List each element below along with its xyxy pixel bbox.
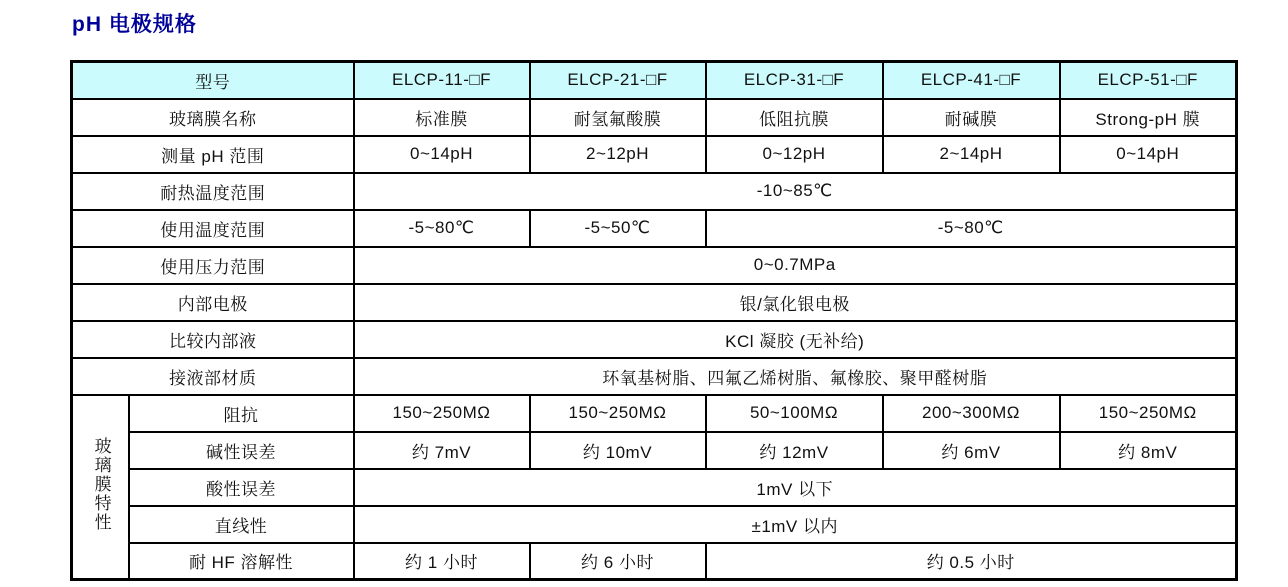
row-acid-error [72, 469, 1237, 506]
row-label-heat-temp-range: 耐热温度范围 [72, 173, 354, 210]
cell-impedance-5: 150~250MΩ [1060, 395, 1237, 432]
cell-hf-resistance-1: 约 1 小时 [354, 543, 530, 580]
cell-reference-solution: KCl 凝胶 (无补给) [354, 321, 1237, 358]
cell-alkali-error-2: 约 10mV [530, 432, 706, 469]
header-model-elcp11: ELCP-11-□F [354, 62, 530, 99]
cell-hf-resistance-2: 约 6 小时 [530, 543, 706, 580]
row-label-wetted-material: 接液部材质 [72, 358, 354, 395]
row-heat-temp-range [72, 173, 1237, 210]
row-label-pressure-range: 使用压力范围 [72, 247, 354, 284]
cell-ph-range-3: 0~12pH [706, 136, 883, 173]
cell-membrane-name-2: 耐氢氟酸膜 [530, 99, 706, 136]
cell-pressure-range: 0~0.7MPa [354, 247, 1237, 284]
cell-ph-range-5: 0~14pH [1060, 136, 1237, 173]
row-label-reference-solution: 比较内部液 [72, 321, 354, 358]
cell-alkali-error-3: 约 12mV [706, 432, 883, 469]
row-label-ph-range: 测量 pH 范围 [72, 136, 354, 173]
cell-membrane-name-5: Strong-pH 膜 [1060, 99, 1237, 136]
cell-alkali-error-1: 约 7mV [354, 432, 530, 469]
row-membrane-name [72, 99, 1237, 136]
cell-membrane-name-3: 低阻抗膜 [706, 99, 883, 136]
row-ph-range [72, 136, 1237, 173]
cell-impedance-1: 150~250MΩ [354, 395, 530, 432]
cell-ph-range-2: 2~12pH [530, 136, 706, 173]
cell-impedance-4: 200~300MΩ [883, 395, 1060, 432]
row-pressure-range [72, 247, 1237, 284]
header-model-elcp31: ELCP-31-□F [706, 62, 883, 99]
row-linearity [72, 506, 1237, 543]
row-label-alkali-error: 碱性误差 [129, 432, 354, 469]
header-model-elcp51: ELCP-51-□F [1060, 62, 1237, 99]
row-wetted-material [72, 358, 1237, 395]
header-row [72, 62, 1237, 99]
cell-membrane-name-1: 标准膜 [354, 99, 530, 136]
group-label-text: 玻璃膜特性 [91, 436, 111, 532]
cell-ph-range-4: 2~14pH [883, 136, 1060, 173]
row-label-membrane-name: 玻璃膜名称 [72, 99, 354, 136]
cell-impedance-3: 50~100MΩ [706, 395, 883, 432]
row-label-use-temp-range: 使用温度范围 [72, 210, 354, 247]
row-hf-resistance [72, 543, 1237, 580]
row-label-hf-resistance: 耐 HF 溶解性 [129, 543, 354, 580]
cell-hf-resistance-3: 约 0.5 小时 [706, 543, 1237, 580]
cell-use-temp-range-1: -5~80℃ [354, 210, 530, 247]
row-label-acid-error: 酸性误差 [129, 469, 354, 506]
row-inner-electrode [72, 284, 1237, 321]
row-impedance [72, 395, 1237, 432]
header-model-elcp41: ELCP-41-□F [883, 62, 1060, 99]
cell-heat-temp-range: -10~85℃ [354, 173, 1237, 210]
header-model-elcp21: ELCP-21-□F [530, 62, 706, 99]
cell-use-temp-range-3: -5~80℃ [706, 210, 1237, 247]
cell-use-temp-range-2: -5~50℃ [530, 210, 706, 247]
cell-linearity: ±1mV 以内 [354, 506, 1237, 543]
row-alkali-error [72, 432, 1237, 469]
row-label-inner-electrode: 内部电极 [72, 284, 354, 321]
row-label-linearity: 直线性 [129, 506, 354, 543]
cell-inner-electrode: 银/氯化银电极 [354, 284, 1237, 321]
cell-alkali-error-5: 约 8mV [1060, 432, 1237, 469]
spec-table [70, 60, 1238, 581]
cell-ph-range-1: 0~14pH [354, 136, 530, 173]
group-label-glass-membrane-properties [72, 395, 129, 580]
row-reference-solution [72, 321, 1237, 358]
row-use-temp-range [72, 210, 1237, 247]
cell-impedance-2: 150~250MΩ [530, 395, 706, 432]
cell-membrane-name-4: 耐碱膜 [883, 99, 1060, 136]
cell-wetted-material: 环氧基树脂、四氟乙烯树脂、氟橡胶、聚甲醛树脂 [354, 358, 1237, 395]
cell-alkali-error-4: 约 6mV [883, 432, 1060, 469]
cell-acid-error: 1mV 以下 [354, 469, 1237, 506]
header-model-label: 型号 [72, 62, 354, 99]
page-title: pH 电极规格 [72, 13, 197, 36]
row-label-impedance: 阻抗 [129, 395, 354, 432]
